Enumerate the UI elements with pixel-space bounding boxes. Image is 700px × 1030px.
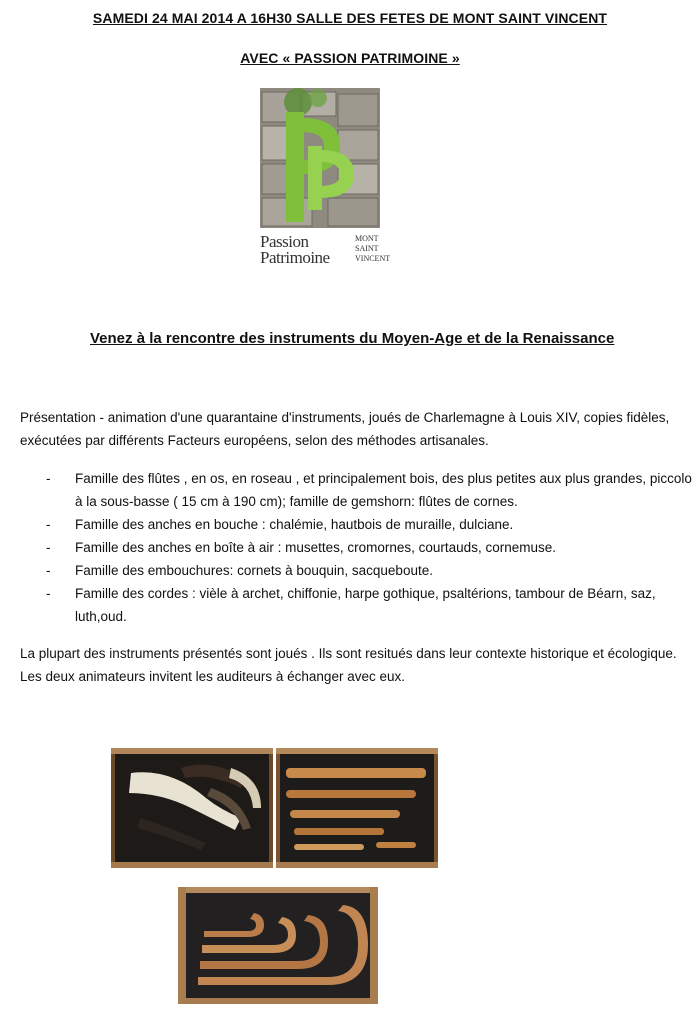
photo-recorders bbox=[276, 748, 438, 868]
logo-place-vincent: VINCENT bbox=[355, 254, 391, 263]
recorders-photo-graphic bbox=[276, 748, 438, 868]
list-item bbox=[20, 559, 692, 582]
event-title: SAMEDI 24 MAI 2014 A 16H30 SALLE DES FETES DE MONT SAINT VINCENT bbox=[92, 10, 608, 26]
bullet-dash: - bbox=[46, 471, 51, 486]
list-item bbox=[20, 467, 692, 513]
photo-cromornes bbox=[178, 887, 378, 1004]
logo-word-patrimoine: Patrimoine bbox=[260, 248, 330, 267]
logo-place-mont: MONT bbox=[355, 234, 379, 243]
list-item bbox=[20, 582, 692, 628]
bullet-dash: - bbox=[46, 517, 51, 532]
bullet-dash: - bbox=[46, 540, 51, 555]
passion-patrimoine-logo bbox=[258, 88, 391, 268]
family-anches-boite: Famille des anches en boîte à air : musettes, cromornes, courtauds, cornemuse. bbox=[75, 540, 556, 555]
bullet-dash: - bbox=[46, 563, 51, 578]
logo-place-saint: SAINT bbox=[355, 244, 379, 253]
family-anches-bouche: Famille des anches en bouche : chalémie, hautbois de muraille, dulciane. bbox=[75, 517, 514, 532]
family-cordes: Famille des cordes : vièle à archet, chiffonie, harpe gothique, psaltérions, tambour de Béarn, saz, luth,oud. bbox=[75, 586, 656, 624]
instrument-family-list bbox=[20, 467, 692, 628]
photo-horn-instruments bbox=[111, 748, 273, 868]
intro-paragraph: Présentation - animation d'une quarantaine d'instruments, joués de Charlemagne à Louis XIV, copies fidèles, exécutées par différents Facteurs européens, selon des méthodes artisanales. bbox=[20, 410, 670, 448]
horn-photo-graphic bbox=[111, 748, 273, 868]
closing-paragraph bbox=[20, 642, 692, 688]
closing-line-2: Les deux animateurs invitent les auditeurs à échanger avec eux. bbox=[20, 669, 405, 684]
list-item bbox=[20, 536, 692, 559]
logo-word-passion: Passion bbox=[260, 232, 309, 251]
family-embouchures: Famille des embouchures: cornets à bouquin, sacqueboute. bbox=[75, 563, 433, 578]
bullet-dash: - bbox=[46, 586, 51, 601]
logo-place bbox=[355, 234, 390, 264]
family-flutes: Famille des flûtes , en os, en roseau , et principalement bois, des plus petites aux plus grandes, piccolo à la sous-basse ( 15 cm à 190 cm); famille de gemshorn: flûtes de cornes. bbox=[75, 471, 692, 509]
cromornes-photo-graphic bbox=[178, 887, 378, 1004]
closing-line-1: La plupart des instruments présentés sont joués . Ils sont resitués dans leur contexte historique et écologique. bbox=[20, 646, 677, 661]
section-heading: Venez à la rencontre des instruments du Moyen-Age et de la Renaissance bbox=[90, 330, 615, 347]
list-item bbox=[20, 513, 692, 536]
event-subtitle: AVEC « PASSION PATRIMOINE » bbox=[240, 50, 460, 66]
